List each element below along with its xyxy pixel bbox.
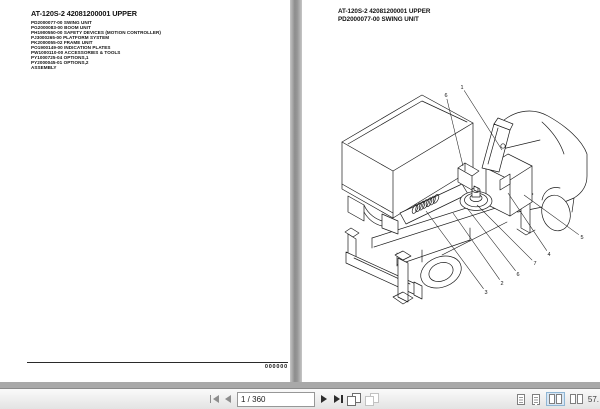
- facing-pages-icon: [549, 394, 562, 404]
- right-page-titles: [338, 8, 430, 23]
- toc-item: PG2000083-00 BOOM UNIT: [31, 25, 91, 31]
- toc-item: PY1000725-04 OPTIONS,1: [31, 55, 89, 61]
- prev-view-button[interactable]: [347, 391, 361, 407]
- toc-item: PK2000055-02 FRAME UNIT: [31, 40, 93, 46]
- page-gap-divider: [290, 0, 302, 382]
- next-view-icon: [365, 393, 379, 406]
- toc-item: PY2000045-01 OPTIONS,2: [31, 60, 89, 66]
- rear-wheel: [416, 250, 466, 294]
- layout-single-button[interactable]: [516, 391, 526, 407]
- layout-continuous-facing-button[interactable]: [570, 391, 583, 407]
- page-nav-group: [209, 389, 379, 409]
- page-layout-group: [516, 389, 599, 409]
- right-page-title-line1: AT-120S-2 42081200001 UPPER: [338, 8, 431, 15]
- page-footer-number: 000000: [264, 364, 288, 370]
- next-view-button[interactable]: [365, 391, 379, 407]
- toc-item: ASSEMBLY: [31, 65, 57, 71]
- toc-item: PD2000077-00 SWING UNIT: [31, 20, 92, 25]
- next-page-button[interactable]: [319, 391, 329, 407]
- toc-item: PO1900149-00 INDICATION PLATES: [31, 45, 111, 51]
- toolbar: [0, 389, 600, 409]
- callout-number: 1: [460, 84, 464, 91]
- swing-unit-diagram: [302, 0, 600, 382]
- left-outrigger: [345, 228, 422, 304]
- canvas-bottom-margin: [0, 382, 600, 389]
- page-left: [0, 0, 290, 382]
- callout-leader: [467, 208, 516, 271]
- last-page-button[interactable]: [333, 391, 343, 407]
- first-page-button[interactable]: [209, 391, 219, 407]
- continuous-facing-icon: [570, 394, 583, 404]
- toc-item: PJ3000265-00 PLATFORM SYSTEM: [31, 35, 110, 41]
- layout-facing-button[interactable]: [546, 392, 565, 406]
- prev-page-button[interactable]: [223, 391, 233, 407]
- prev-page-icon: [225, 395, 231, 403]
- right-page-title-line2: PD2000077-00 SWING UNIT: [338, 15, 419, 23]
- callout-number: 6: [444, 92, 448, 99]
- page-number-box[interactable]: [237, 392, 315, 407]
- continuous-page-icon: [532, 394, 540, 405]
- callout-number: 6: [516, 271, 520, 278]
- first-page-icon: [210, 395, 212, 403]
- last-page-icon: [334, 395, 340, 403]
- callout-number: 3: [484, 289, 488, 296]
- zoom-level-text: 57.: [587, 394, 599, 404]
- toc-item: PW1000110-00 ACCESSORIES & TOOLS: [31, 50, 121, 56]
- layout-continuous-button[interactable]: [531, 391, 541, 407]
- toc-list: [31, 20, 161, 70]
- prev-view-icon: [347, 393, 361, 406]
- single-page-icon: [517, 394, 525, 405]
- left-page-title: AT-120S-2 42081200001 UPPER: [31, 9, 137, 18]
- page-right: [302, 0, 600, 382]
- callout-number: 5: [580, 234, 584, 241]
- toc-item: PH1900550-00 SAFETY DEVICES (MOTION CONTROLLER): [31, 30, 161, 36]
- next-page-icon: [321, 395, 327, 403]
- callout-number: 4: [547, 251, 551, 258]
- callout-number: 7: [533, 260, 537, 267]
- callout-number: 2: [500, 280, 504, 287]
- footer-rule: [27, 362, 288, 363]
